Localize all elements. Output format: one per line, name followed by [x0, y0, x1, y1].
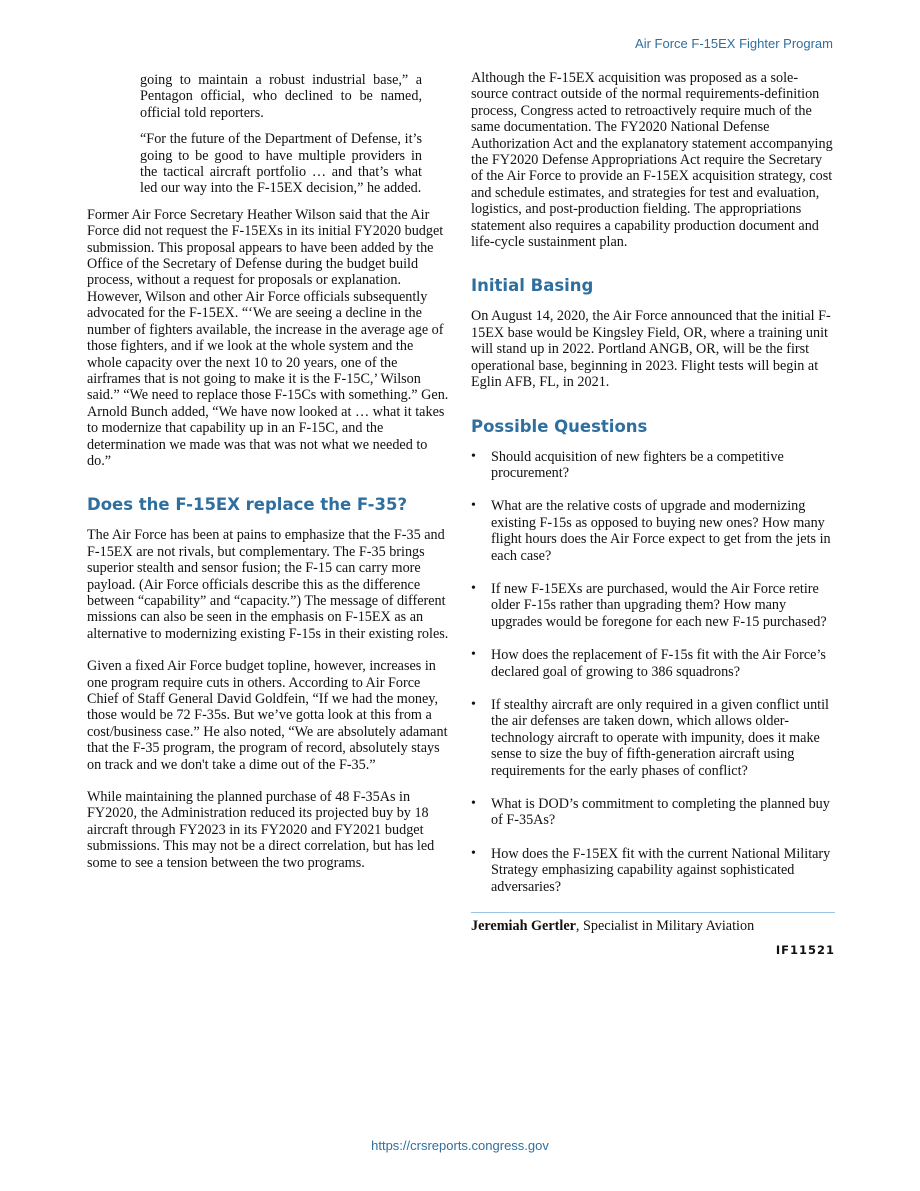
- list-item: • If new F-15EXs are purchased, would the Air Force retire older F-15s rather than upgrading them? How many upgrades would be foregone for each new F-15 purchased?: [471, 581, 835, 630]
- budget-paragraph: Given a fixed Air Force budget topline, however, increases in one program require cuts in others. According to Air Force Chief of Staff General David Goldfein, “If we had the money, those would be 72 F-35s. But we’ve gotta look at this from a cost/business case.” He also noted, “We are absolutely adamant that the F-35 program, the program of record, absolutely stays on track and we don't take a dime out of the F-35.”: [87, 658, 448, 773]
- list-item: • Should acquisition of new fighters be a competitive procurement?: [471, 449, 835, 482]
- running-header-title: Air Force F-15EX Fighter Program: [635, 36, 833, 51]
- author-title: , Specialist in Military Aviation: [575, 918, 755, 935]
- divider: [471, 912, 835, 913]
- block-quote: [140, 72, 422, 197]
- author-line: [471, 918, 835, 934]
- list-item: • What is DOD’s commitment to completing the planned buy of F-35As?: [471, 796, 835, 829]
- section-heading-basing: Initial Basing: [471, 276, 594, 296]
- questions-list: [471, 449, 835, 896]
- list-item: • How does the replacement of F-15s fit with the Air Force’s declared goal of growing to 386 squadrons?: [471, 647, 835, 680]
- right-column: [471, 70, 835, 959]
- list-item: • If stealthy aircraft are only required in a given conflict until the air defenses are taken down, which allows older-technology aircraft to operate with impunity, does it make sense to size the buy of fifth-generation aircraft using requirements for the early phases of conflict?: [471, 697, 835, 779]
- quote-paragraph-2: “For the future of the Department of Defense, it’s going to be good to have multiple providers in the tactical aircraft portfolio … and that’s what led our way into the F-15EX decision,” he added.: [140, 131, 422, 197]
- section-heading-f35: Does the F-15EX replace the F-35?: [87, 495, 408, 515]
- footer-url-link[interactable]: https://crsreports.congress.gov: [371, 1138, 549, 1153]
- complementary-paragraph: The Air Force has been at pains to emphasize that the F-35 and F-15EX are not rivals, but complementary. The F-35 brings superior stealth and sensor fusion; the F-15 can carry more payload. (Air Force officials describe this as the difference between “capability” and “capacity.”) The message of different missions can also be seen in the emphasis on F-15EX as an alternative to modernizing existing F-15s in their existing roles.: [87, 527, 449, 642]
- quote-paragraph-1: going to maintain a robust industrial base,” a Pentagon official, who declined to be named, official told reporters.: [140, 72, 422, 121]
- wilson-paragraph: Former Air Force Secretary Heather Wilson said that the Air Force did not request the F-15EXs in its initial FY2020 budget submission. This proposal appears to have been added by the Office of the Secretary of Defense during the budget build process, without a request for proposals or explanation. However, Wilson and other Air Force officials subsequently advocated for the F-15EX. “‘We are seeing a decline in the number of fighters available, the increase in the average age of those fighters, and if we look at the whole system and the whole capacity over the next 10 to 20 years, one of the airframes that is not going to make it is the F-15C,’ Wilson said.” “We need to replace those F-15Cs with something.” Gen. Arnold Bunch added, “We have now looked at … what it takes to modernize that capability up in an F-15C, and the determination we made was that was not what we needed to do.”: [87, 206, 449, 469]
- f35-purchase-paragraph: While maintaining the planned purchase of 48 F-35As in FY2020, the Administration reduced its projected buy by 18 aircraft through FY2023 in its FY2020 and FY2021 budget submissions. This may not be a direct correlation, but has led some to see a tension between the two programs.: [87, 789, 435, 871]
- acquisition-paragraph: Although the F-15EX acquisition was proposed as a sole-source contract outside of the normal requirements-definition process, Congress acted to retroactively require much of the same documentation. The FY2020 National Defense Authorization Act and the explanatory statement accompanying the FY2020 Defense Appropriations Act require the Secretary of the Air Force to provide an F-15EX acquisition strategy, cost and schedule estimates, and strategies for test and evaluation, logistics, and post-production fielding. The appropriations statement also requires a capability production document and life-cycle sustainment plan.: [471, 70, 833, 251]
- left-column: [87, 70, 449, 887]
- report-code: IF11521: [775, 943, 835, 958]
- author-name: Jeremiah Gertler: [471, 918, 576, 935]
- section-heading-questions: Possible Questions: [471, 416, 648, 436]
- basing-paragraph: On August 14, 2020, the Air Force announced that the initial F-15EX base would be Kingsley Field, OR, where a training unit will stand up in 2022. Portland ANGB, OR, will be the first operational base, beginning in 2023. Flight tests will begin at Eglin AFB, FL, in 2021.: [471, 308, 831, 391]
- list-item: • What are the relative costs of upgrade and modernizing existing F-15s as opposed to buying new ones? How many flight hours does the Air Force expect to get from the jets in each case?: [471, 498, 835, 564]
- list-item: • How does the F-15EX fit with the current National Military Strategy emphasizing capability against sophisticated adversaries?: [471, 846, 835, 895]
